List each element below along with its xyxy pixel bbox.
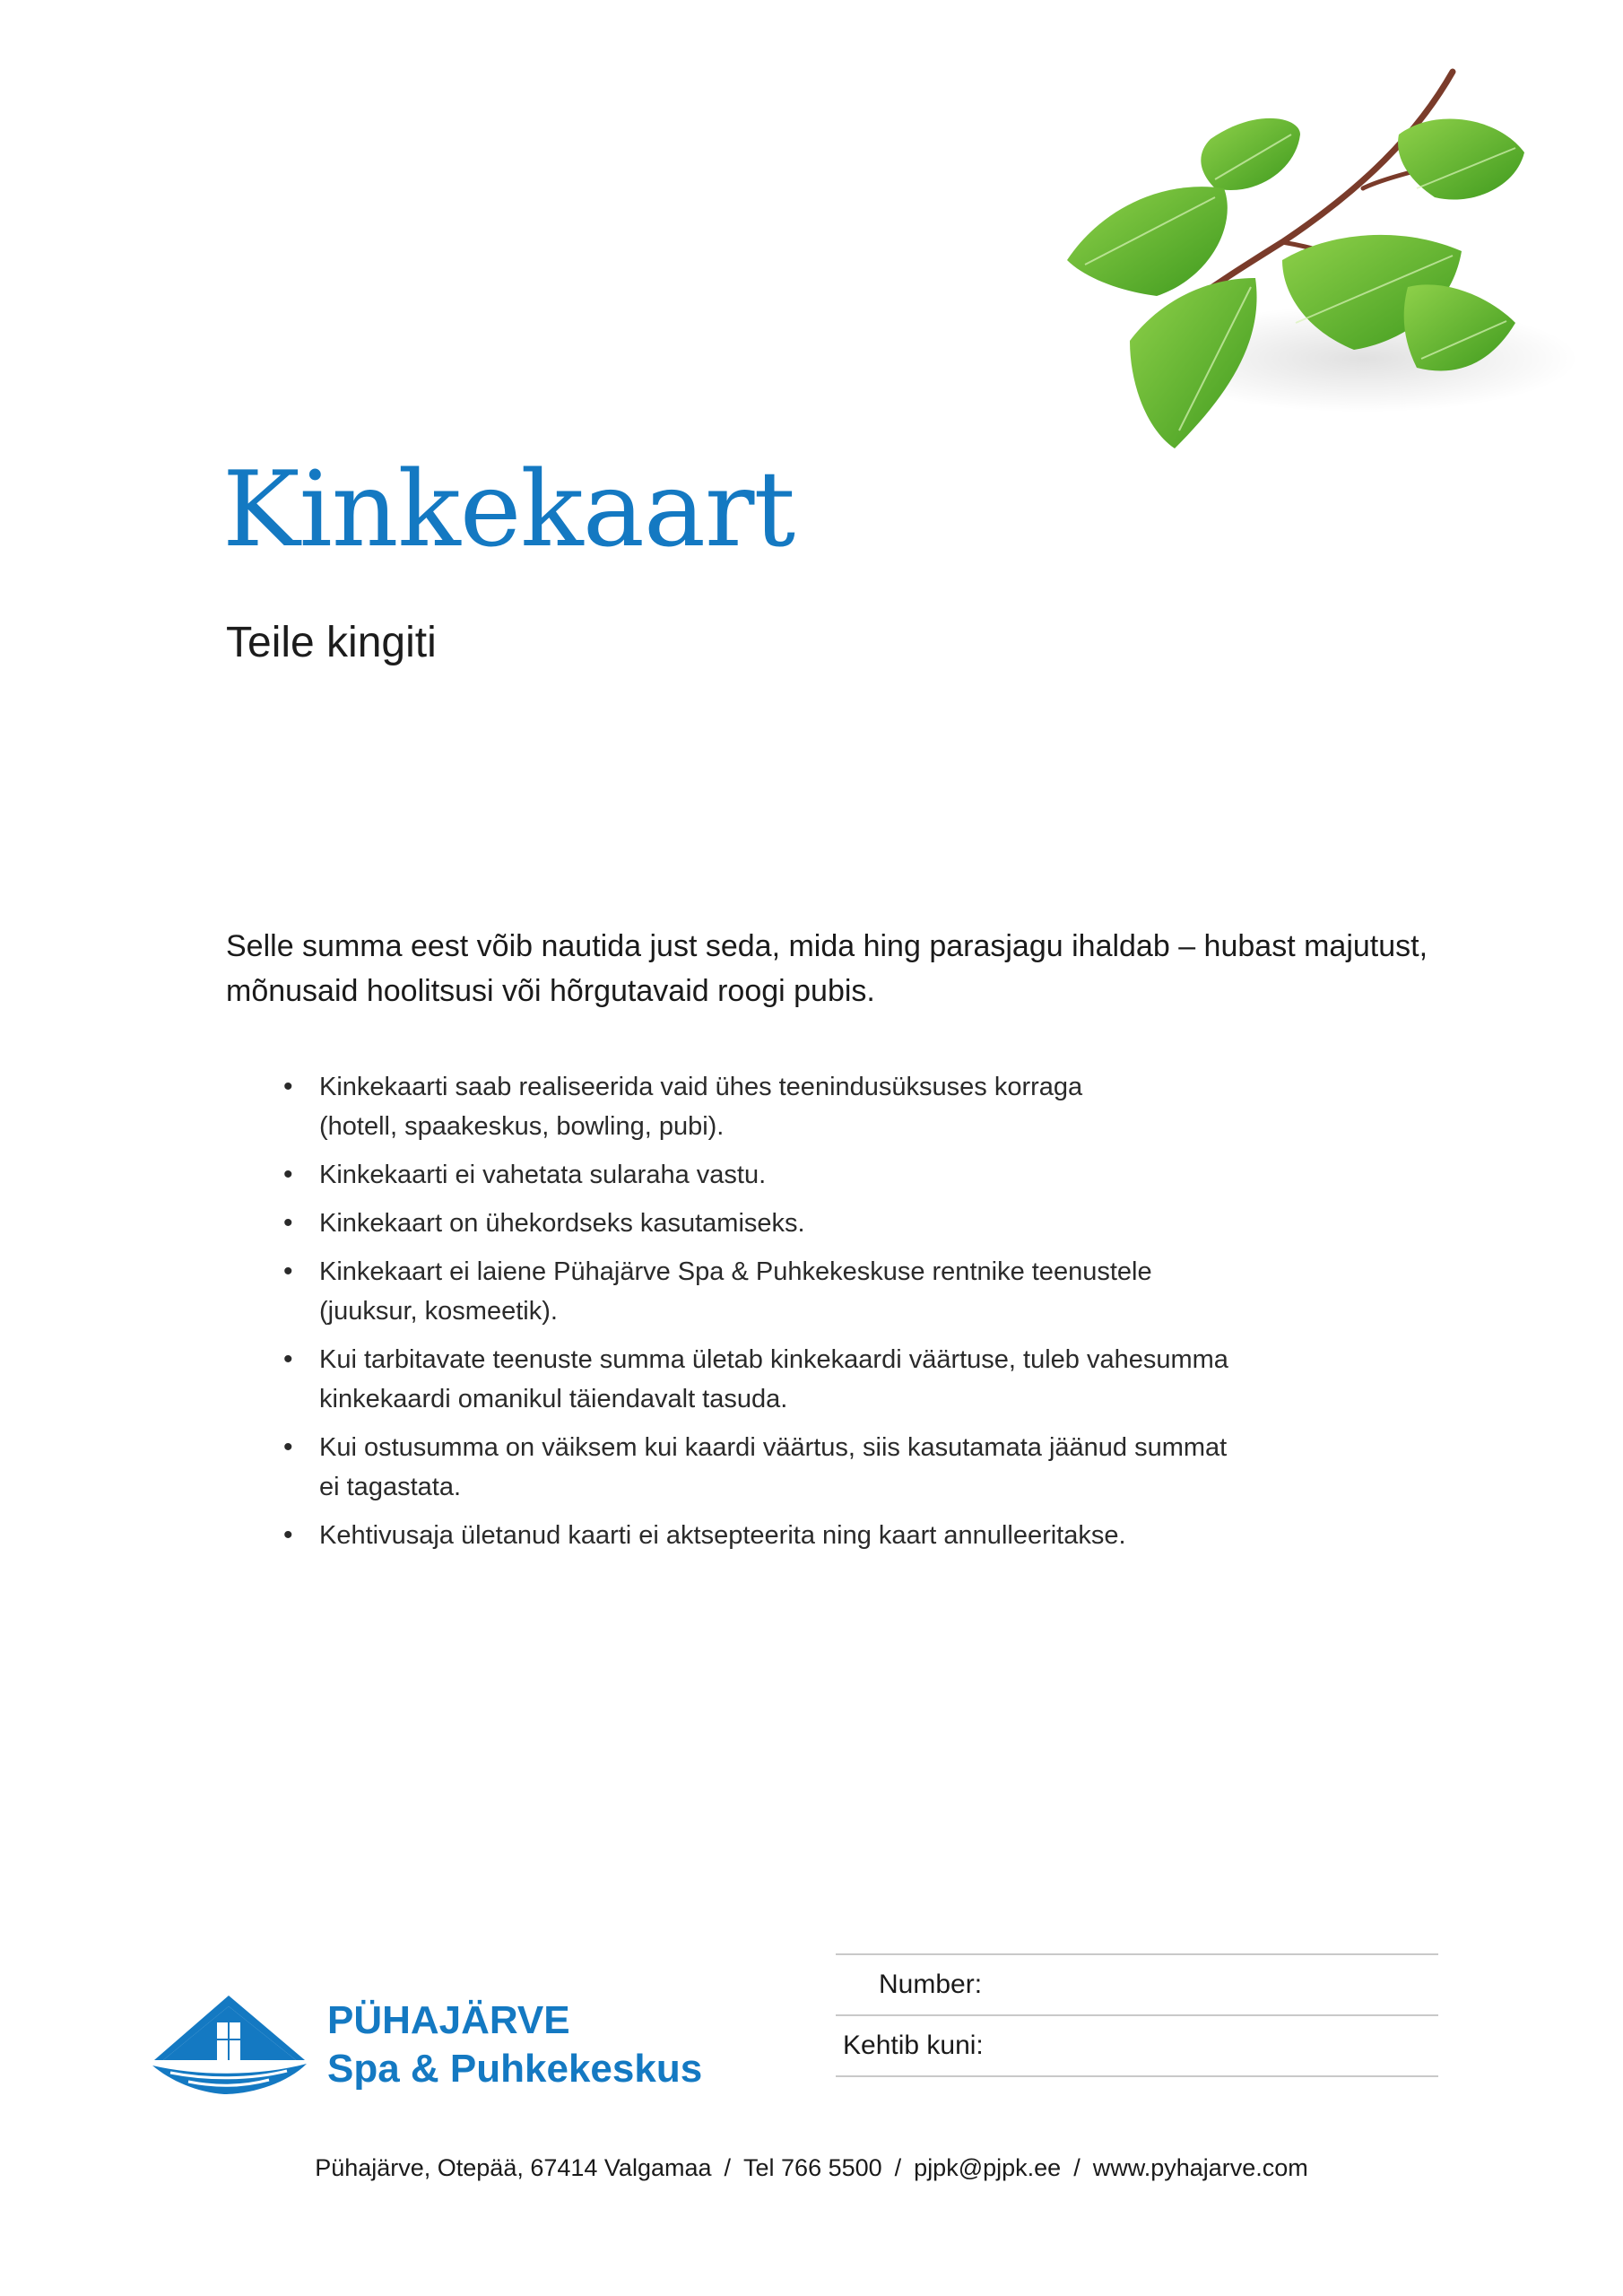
logo-line1: PÜHAJÄRVE	[327, 1998, 570, 2042]
list-item: • Kinkekaart ei laiene Pühajärve Spa & Puhkekeskuse rentnike teenustele (juuksur, kosmeetik).	[283, 1257, 1152, 1326]
valid-until-label: Kehtib kuni:	[843, 2031, 984, 2060]
birch-leaves-icon	[986, 54, 1614, 484]
footer-address: Pühajärve, Otepää, 67414 Valgamaa	[315, 2154, 712, 2181]
footer-email[interactable]: pjpk@pjpk.ee	[914, 2154, 1062, 2181]
list-item: • Kinkekaarti ei vahetata sularaha vastu.	[283, 1160, 767, 1189]
card-fields	[836, 1953, 1438, 2077]
list-item: • Kinkekaarti saab realiseerida vaid ühes teenindusüksuses korraga (hotell, spaakeskus, bowling, pubi).	[283, 1072, 1083, 1141]
card-subtitle: Teile kingiti	[226, 619, 437, 666]
list-item: • Kehtivusaja ületanud kaarti ei aktsepteerita ning kaart annulleeritakse.	[283, 1520, 1126, 1550]
house-wave-icon	[152, 1996, 307, 2094]
number-field[interactable]	[836, 1955, 1438, 2014]
valid-until-field[interactable]	[836, 2016, 1438, 2075]
list-item: • Kui ostusumma on väiksem kui kaardi väärtus, siis kasutamata jäänud summat ei tagastata.	[283, 1432, 1228, 1501]
footer-phone: Tel 766 5500	[743, 2154, 882, 2181]
logo-line2: Spa & Puhkekeskus	[327, 2047, 703, 2091]
list-item: • Kinkekaart on ühekordseks kasutamiseks.	[283, 1208, 805, 1238]
divider	[836, 2075, 1438, 2077]
card-title: Kinkekaart	[222, 449, 795, 570]
number-label: Number:	[879, 1970, 983, 1999]
rules-list	[269, 1067, 1395, 1564]
pyhajarve-logo	[152, 1987, 726, 2103]
intro-text: Selle summa eest võib nautida just seda, mida hing parasjagu ihaldab – hubast majutust, mõnusaid hoolitsusi või hõrgutavaid roogi pubis.	[226, 929, 1428, 1008]
footer-contact: Pühajärve, Otepää, 67414 Valgamaa / Tel 766 5500 / pjpk@pjpk.ee / www.pyhajarve.com	[315, 2154, 1308, 2181]
footer-website[interactable]: www.pyhajarve.com	[1092, 2154, 1308, 2181]
list-item: • Kui tarbitavate teenuste summa ületab kinkekaardi väärtuse, tuleb vahesumma kinkekaardi omanikul täiendavalt tasuda.	[283, 1344, 1228, 1413]
